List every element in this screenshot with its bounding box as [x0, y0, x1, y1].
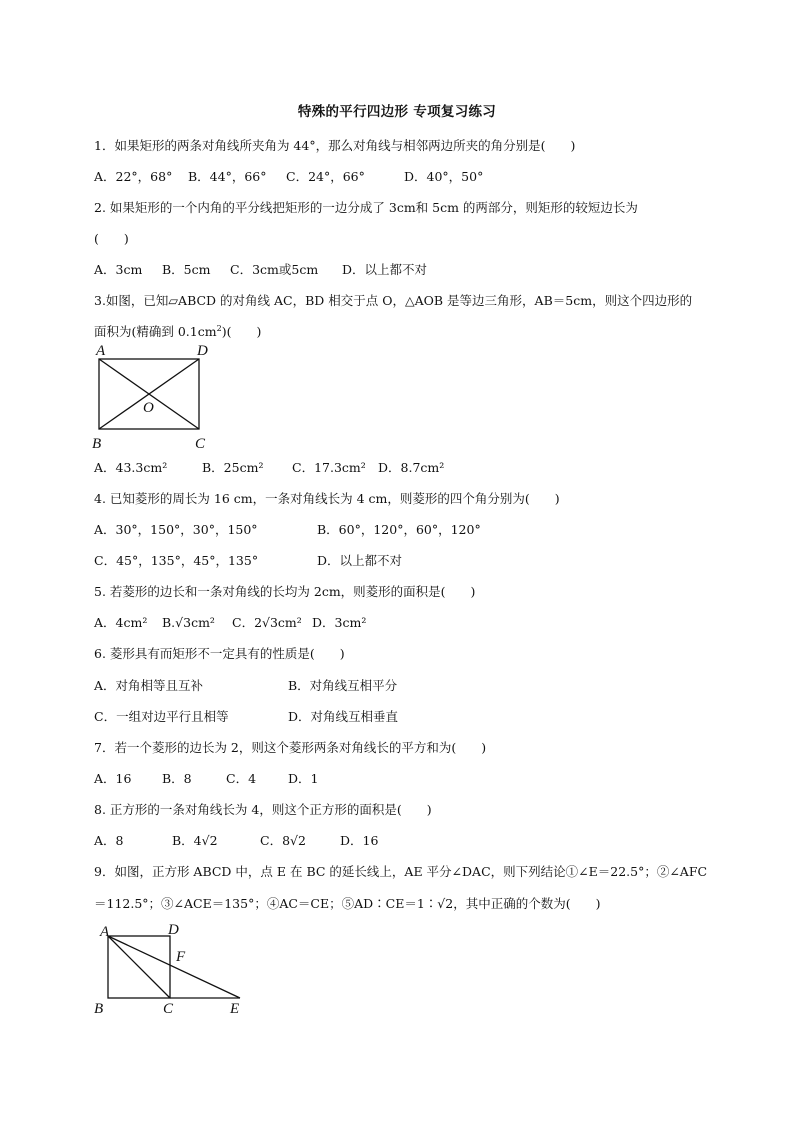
q8-option-d: D．16 — [340, 833, 379, 848]
q6-options-row2 — [94, 707, 398, 725]
q4-option-d: D．以上都不对 — [317, 553, 403, 568]
q9-label-e: E — [230, 1001, 240, 1017]
q7-option-d: D．1 — [288, 771, 319, 786]
q3-superscript: 2 — [216, 323, 222, 333]
q9-label-c: C — [163, 1001, 174, 1017]
q4-options-row1 — [94, 520, 481, 538]
q9-figure — [88, 916, 263, 1020]
q4-option-a: A．30°，150°，30°，150° — [94, 522, 258, 537]
q5-option-c: C．2√3cm² — [232, 615, 302, 630]
q7-option-a: A．16 — [94, 771, 132, 786]
q6-option-a: A．对角相等且互补 — [94, 678, 204, 693]
q1-options — [94, 167, 483, 185]
q4-option-c: C．45°，135°，45°，135° — [94, 553, 259, 568]
q3-stem-line2-prefix: 面积为(精确到 0.1cm — [94, 324, 217, 339]
q8-option-c: C．8√2 — [260, 833, 306, 848]
q3-option-b: B．25cm² — [202, 460, 264, 475]
q3-label-a: A — [96, 343, 106, 359]
q7-option-c: C．4 — [226, 771, 257, 786]
q1-option-a: A．22°，68° — [94, 169, 173, 184]
q3-figure — [88, 340, 228, 456]
q2-stem-line1: 2. 如果矩形的一个内角的平分线把矩形的一边分成了 3cm和 5cm 的两部分，则矩形的较短边长为 — [94, 200, 638, 215]
q3-label-c: C — [195, 436, 206, 452]
q1-option-b: B．44°，66° — [188, 169, 267, 184]
q8-option-a: A．8 — [94, 833, 124, 848]
q6-option-d: D．对角线互相垂直 — [288, 709, 399, 724]
q3-option-a: A．43.3cm² — [94, 460, 168, 475]
q2-stem-line2: ( ) — [94, 231, 129, 246]
q3-stem-line2-suffix: )( ) — [221, 324, 262, 339]
q1-option-d: D．40°，50° — [404, 169, 484, 184]
q9-label-b: B — [94, 1001, 104, 1017]
q5-option-d: D．3cm² — [312, 615, 367, 630]
q2-options — [94, 260, 427, 278]
q7-stem: 7．若一个菱形的边长为 2，则这个菱形两条对角线长的平方和为( ) — [94, 740, 487, 755]
q4-option-b: B．60°，120°，60°，120° — [317, 522, 481, 537]
q9-stem-line1: 9．如图，正方形 ABCD 中，点 E 在 BC 的延长线上，AE 平分∠DAC，则下列结论①∠E＝22.5°；②∠AFC — [94, 864, 708, 879]
q5-stem: 5. 若菱形的边长和一条对角线的长均为 2cm，则菱形的面积是( ) — [94, 584, 476, 599]
q2-option-a: A．3cm — [94, 262, 143, 277]
q3-stem-line2 — [94, 322, 261, 340]
q6-option-b: B．对角线互相平分 — [288, 678, 398, 693]
q5-option-a: A．4cm² — [94, 615, 148, 630]
q6-option-c: C．一组对边平行且相等 — [94, 709, 229, 724]
q6-stem: 6. 菱形具有而矩形不一定具有的性质是( ) — [94, 646, 345, 661]
q8-option-b: B．4√2 — [172, 833, 218, 848]
q8-options — [94, 831, 378, 849]
q5-option-b: B.√3cm² — [162, 615, 215, 630]
q2-option-d: D．以上都不对 — [342, 262, 428, 277]
q9-stem-line2: ＝112.5°；③∠ACE＝135°；④AC＝CE；⑤AD∶CE＝1∶√2，其中正确的个数为( ) — [94, 896, 601, 911]
q9-label-f: F — [176, 949, 186, 965]
q1-stem: 1．如果矩形的两条对角线所夹角为 44°，那么对角线与相邻两边所夹的角分别是( ) — [94, 138, 576, 153]
q4-stem: 4. 已知菱形的周长为 16 cm，一条对角线长为 4 cm，则菱形的四个角分别为( ) — [94, 491, 560, 506]
q2-option-b: B．5cm — [162, 262, 211, 277]
q7-options — [94, 769, 318, 787]
q1-option-c: C．24°，66° — [286, 169, 365, 184]
q2-option-c: C．3cm或5cm — [230, 262, 319, 277]
q9-label-d: D — [168, 922, 179, 938]
q9-line-ae — [108, 936, 240, 998]
q3-label-d: D — [197, 343, 208, 359]
q3-option-d: D．8.7cm² — [378, 460, 445, 475]
q6-options-row1 — [94, 676, 397, 694]
q9-diagonal-ac — [108, 936, 170, 998]
q3-option-c: C．17.3cm² — [292, 460, 366, 475]
q8-stem: 8. 正方形的一条对角线长为 4，则这个正方形的面积是( ) — [94, 802, 432, 817]
q3-label-o: O — [143, 400, 154, 416]
q7-option-b: B．8 — [162, 771, 192, 786]
q9-label-a: A — [100, 924, 110, 940]
q3-stem-line1: 3.如图，已知▱ABCD 的对角线 AC，BD 相交于点 O，△AOB 是等边三角形，AB＝5cm，则这个四边形的 — [94, 293, 693, 308]
q4-options-row2 — [94, 551, 402, 569]
q5-options — [94, 613, 366, 631]
q3-label-b: B — [92, 436, 102, 452]
q3-options — [94, 458, 444, 476]
page-title: 特殊的平行四边形 专项复习练习 — [297, 104, 497, 120]
